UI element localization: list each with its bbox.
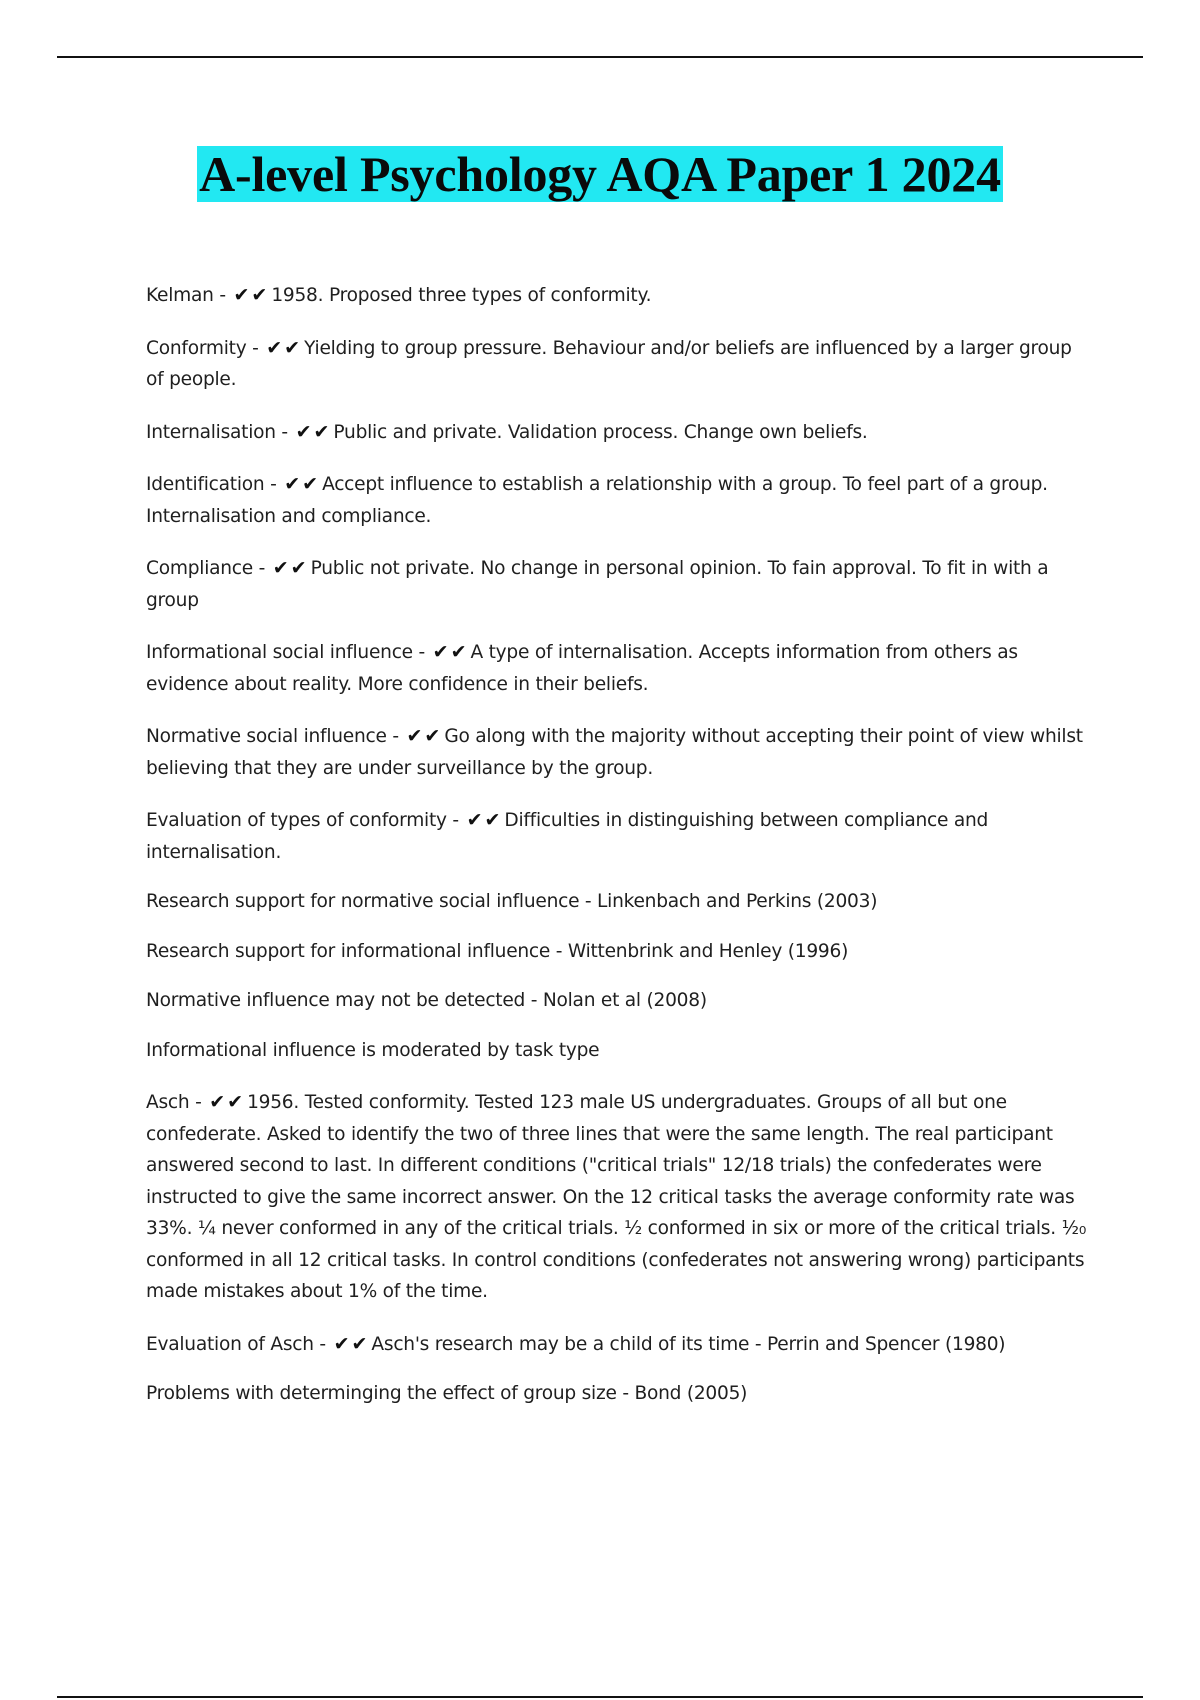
entry-asch: [146, 1087, 1091, 1308]
entry-term: Normative social influence -: [146, 726, 399, 747]
entry-definition: 1958. Proposed three types of conformity.: [271, 285, 652, 306]
entry-term: Evaluation of Asch -: [146, 1333, 326, 1355]
entry-term: Research support for informational influence - Wittenbrink and Henley (1996): [146, 940, 849, 962]
check-marks-icon: ✔✔: [432, 641, 469, 663]
flashcard-list: [146, 280, 1091, 1410]
check-marks-icon: ✔✔: [406, 725, 443, 747]
check-marks-icon: ✔✔: [209, 1091, 246, 1113]
entry-normative-social-influence: [146, 721, 1091, 784]
entry-term: Kelman -: [146, 285, 226, 306]
entry-term: Informational influence is moderated by task type: [146, 1039, 600, 1061]
entry-definition: Go along with the majority without accepting their point of view whilst believing that they are under surveillance by the group.: [146, 726, 1083, 779]
bottom-rule: [57, 1696, 1143, 1698]
entry-term: Compliance -: [146, 558, 266, 579]
entry-informational-task-type: [146, 1035, 1091, 1067]
entry-evaluation-types-of-conformity: [146, 805, 1091, 868]
check-marks-icon: ✔✔: [295, 420, 332, 443]
entry-term: Problems with determinging the effect of group size - Bond (2005): [146, 1383, 748, 1404]
entry-research-support-normative: [146, 886, 1091, 918]
check-marks-icon: ✔✔: [466, 809, 503, 831]
entry-compliance: [146, 553, 1091, 616]
entry-term: Informational social influence -: [146, 642, 425, 663]
entry-definition: A type of internalisation. Accepts information from others as evidence about reality. More confidence in their beliefs.: [146, 642, 1018, 695]
entry-term: Conformity -: [146, 337, 259, 359]
entry-definition: Yielding to group pressure. Behaviour and/or beliefs are influenced by a larger group of people.: [146, 337, 1072, 390]
entry-group-size-problems: [146, 1378, 1091, 1410]
entry-term: Evaluation of types of conformity -: [146, 810, 459, 831]
entry-definition: Accept influence to establish a relationship with a group. To feel part of a group. Internalisation and compliance.: [146, 474, 1048, 527]
title-container: [0, 146, 1200, 202]
entry-term: Identification -: [146, 474, 277, 495]
check-marks-icon: ✔✔: [233, 284, 270, 306]
check-marks-icon: ✔✔: [284, 473, 321, 495]
entry-definition: Public not private. No change in personal opinion. To fain approval. To fit in with a group: [146, 558, 1049, 611]
check-marks-icon: ✔✔: [272, 557, 309, 579]
entry-identification: [146, 469, 1091, 532]
entry-definition: 1956. Tested conformity. Tested 123 male US undergraduates. Groups of all but one confederate. Asked to identify the two of three lines that were the same length. The real participant answered second to last. In different conditions ("critical trials" 12/18 trials) the confederates were instructed to give the same incorrect answer. On the 12 critical tasks the average conformity rate was 33%. ¼ never conformed in any of the critical trials. ½ conformed in six or more of the critical trials. ¹⁄₂₀ conformed in all 12 critical tasks. In control conditions (confederates not answering wrong) participants made mistakes about 1% of the time.: [146, 1092, 1087, 1302]
entry-term: Research support for normative social influence - Linkenbach and Perkins (2003): [146, 891, 878, 912]
entry-term: Asch -: [146, 1092, 202, 1113]
check-marks-icon: ✔✔: [333, 1332, 370, 1355]
entry-term: Normative influence may not be detected - Nolan et al (2008): [146, 990, 707, 1011]
entry-informational-social-influence: [146, 637, 1091, 700]
entry-internalisation: [146, 417, 1091, 449]
document-title: A-level Psychology AQA Paper 1 2024: [199, 146, 1001, 202]
entry-definition: Asch's research may be a child of its time - Perrin and Spencer (1980): [371, 1333, 1006, 1355]
entry-conformity: [146, 333, 1091, 396]
entry-definition: Public and private. Validation process. Change own beliefs.: [333, 421, 868, 443]
check-marks-icon: ✔✔: [266, 336, 303, 359]
top-rule: [57, 56, 1143, 58]
entry-definition: Difficulties in distinguishing between compliance and internalisation.: [146, 810, 989, 863]
entry-research-support-informational: [146, 936, 1091, 968]
entry-evaluation-of-asch: [146, 1329, 1091, 1361]
entry-normative-not-detected: [146, 985, 1091, 1017]
entry-kelman: [146, 280, 1091, 312]
entry-term: Internalisation -: [146, 421, 288, 443]
